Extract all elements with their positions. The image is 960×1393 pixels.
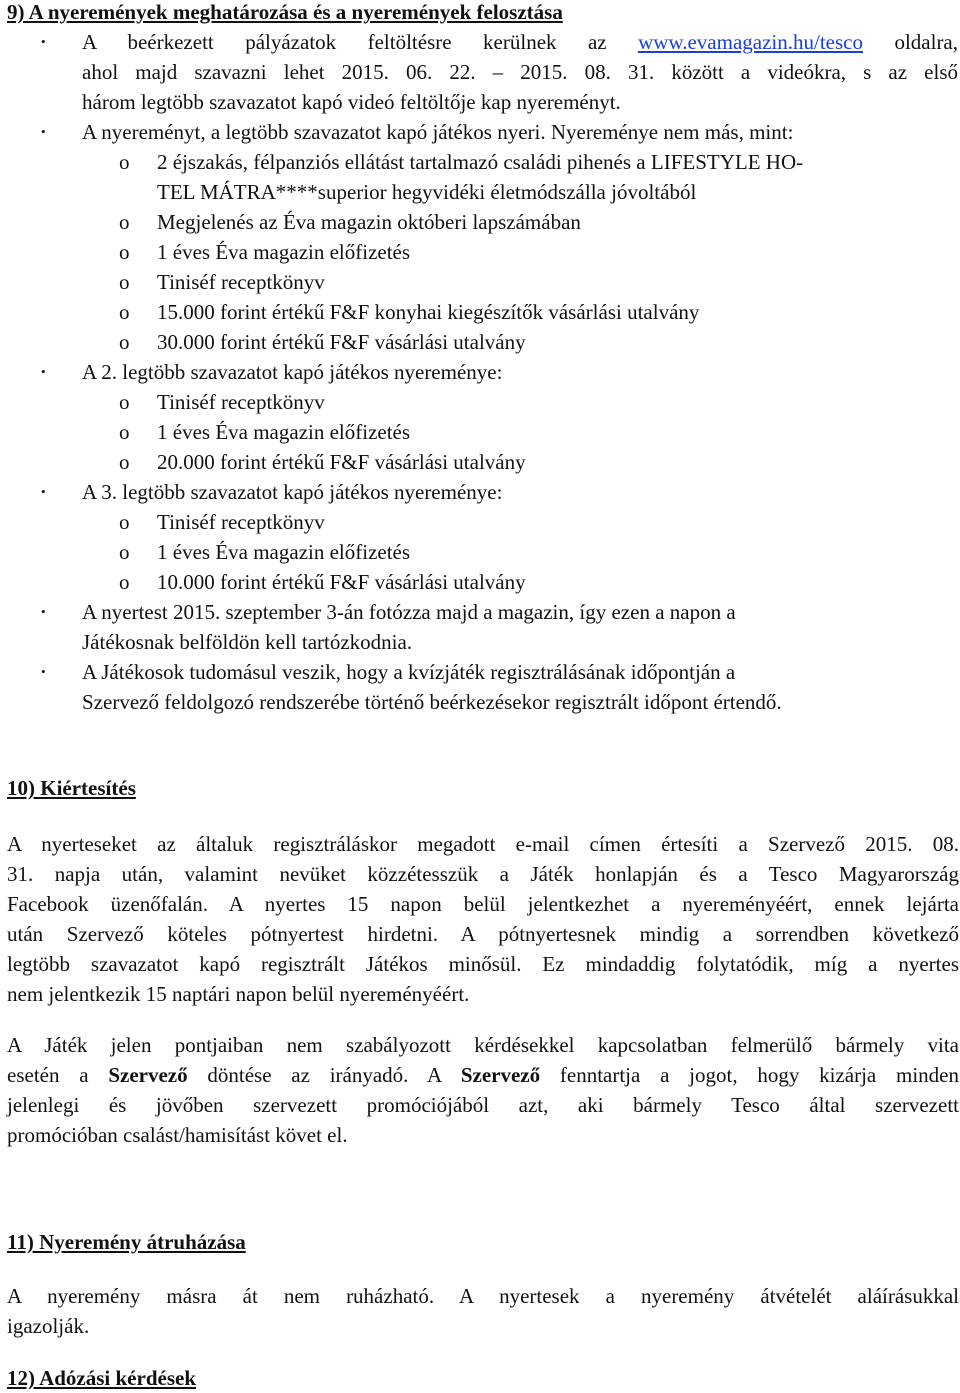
- s10-para-1-line: A nyerteseket az általuk regisztráláskor megadott e-mail címen értesíti a Szervező 2015. 08.: [7, 832, 959, 856]
- s10-para-1-line: legtöbb szavazatot kapó regisztrált Játékos minősül. Ez mindaddig folytatódik, míg a nyertes: [7, 952, 959, 976]
- s11-para-line: igazolják.: [7, 1314, 90, 1338]
- text: A beérkezett pályázatok feltöltésre kerülnek az: [82, 30, 639, 54]
- bullet-5-line-1: A nyertest 2015. szeptember 3-án fotózza majd a magazin, így ezen a napon a: [82, 600, 736, 624]
- prize-1-item: 15.000 forint értékű F&F konyhai kiegészítők vásárlási utalvány: [157, 300, 700, 324]
- sub-bullet-icon: o: [119, 390, 130, 414]
- s10-para-1-line: után Szervező köteles pótnyertest hirdetni. A pótnyertesnek mindig a sorrendben következő: [7, 922, 959, 946]
- bold-text: Szervező: [460, 1063, 541, 1087]
- section-9-heading: 9) A nyeremények meghatározása és a nyeremények felosztása: [7, 0, 563, 24]
- bullet-icon: •: [41, 34, 46, 49]
- prize-1-item: Megjelenés az Éva magazin októberi lapszámában: [157, 210, 581, 234]
- s10-para-2-line: promócióban csalást/hamisítást követ el.: [7, 1123, 348, 1147]
- prize-1-item: 1 éves Éva magazin előfizetés: [157, 240, 411, 264]
- bullet-icon: •: [41, 124, 46, 139]
- section-11-heading: 11) Nyeremény átruházása: [7, 1230, 246, 1254]
- bullet-1-line-3: három legtöbb szavazatot kapó videó feltöltője kap nyereményt.: [82, 90, 621, 114]
- prize-2-item: 1 éves Éva magazin előfizetés: [157, 420, 411, 444]
- prize-3-item: 1 éves Éva magazin előfizetés: [157, 540, 411, 564]
- s10-para-1-line: 31. napja után, valamint nevüket közzétesszük a Játék honlapján és a Tesco Magyarország: [7, 862, 959, 886]
- sub-bullet-icon: o: [119, 330, 130, 354]
- s10-para-2-line: jelenlegi és jövőben szervezett promóciójából azt, aki bármely Tesco által szervezett: [7, 1093, 959, 1117]
- sub-bullet-icon: o: [119, 210, 130, 234]
- section-12-heading: 12) Adózási kérdések: [7, 1366, 196, 1390]
- section-10-heading: 10) Kiértesítés: [7, 776, 136, 800]
- text: fenntartja a jogot, hogy kizárja minden: [540, 1063, 960, 1087]
- sub-bullet-icon: o: [119, 150, 130, 174]
- prize-1-item: Tiniséf receptkönyv: [157, 270, 325, 294]
- text: esetén a: [7, 1063, 109, 1087]
- sub-bullet-icon: o: [119, 270, 130, 294]
- evamagazin-link[interactable]: www.evamagazin.hu/tesco: [638, 30, 863, 54]
- prize-2-item: Tiniséf receptkönyv: [157, 390, 325, 414]
- bullet-1-line-1: [82, 30, 958, 54]
- s10-para-2-line: [7, 1063, 959, 1087]
- s10-para-1-line: Facebook üzenőfalán. A nyertes 15 napon belül jelentkezhet a nyereményéért, ennek lejárta: [7, 892, 959, 916]
- sub-bullet-icon: o: [119, 240, 130, 264]
- s10-para-1-line: nem jelentkezik 15 naptári napon belül nyereményéért.: [7, 982, 470, 1006]
- sub-bullet-icon: o: [119, 450, 130, 474]
- sub-bullet-icon: o: [119, 540, 130, 564]
- text: oldalra,: [862, 30, 959, 54]
- bold-text: Szervező: [108, 1063, 188, 1087]
- sub-bullet-icon: o: [119, 420, 130, 444]
- bullet-5-line-2: Játékosnak belföldön kell tartózkodnia.: [82, 630, 413, 654]
- bullet-icon: •: [41, 484, 46, 499]
- bullet-3: A 2. legtöbb szavazatot kapó játékos nyereménye:: [82, 360, 503, 384]
- sub-bullet-icon: o: [119, 570, 130, 594]
- bullet-6-line-2: Szervező feldolgozó rendszerébe történő beérkezésekor regisztrált időpont értendő.: [82, 690, 782, 714]
- bullet-2: A nyereményt, a legtöbb szavazatot kapó játékos nyeri. Nyereménye nem más, mint:: [82, 120, 794, 144]
- s10-para-2-line: A Játék jelen pontjaiban nem szabályozott kérdésekkel kapcsolatban felmerülő bármely vita: [7, 1033, 959, 1057]
- bullet-4: A 3. legtöbb szavazatot kapó játékos nyereménye:: [82, 480, 503, 504]
- prize-3-item: 10.000 forint értékű F&F vásárlási utalvány: [157, 570, 526, 594]
- text: döntése az irányadó. A: [187, 1063, 461, 1087]
- sub-bullet-icon: o: [119, 300, 130, 324]
- bullet-6-line-1: A Játékosok tudomásul veszik, hogy a kvízjáték regisztrálásának időpontján a: [82, 660, 736, 684]
- prize-3-item: Tiniséf receptkönyv: [157, 510, 325, 534]
- prize-2-item: 20.000 forint értékű F&F vásárlási utalvány: [157, 450, 526, 474]
- bullet-icon: •: [41, 604, 46, 619]
- bullet-icon: •: [41, 664, 46, 679]
- prize-1-item-cont: TEL MÁTRA****superior hegyvidéki életmódszálla jóvoltából: [157, 180, 697, 204]
- prize-1-item: 2 éjszakás, félpanziós ellátást tartalmazó családi pihenés a LIFESTYLE HO-: [157, 150, 804, 174]
- bullet-1-line-2: ahol majd szavazni lehet 2015. 06. 22. – 2015. 08. 31. között a videókra, s az első: [82, 60, 958, 84]
- sub-bullet-icon: o: [119, 510, 130, 534]
- bullet-icon: •: [41, 364, 46, 379]
- s11-para-line: A nyeremény másra át nem ruházható. A nyertesek a nyeremény átvételét aláírásukkal: [7, 1284, 959, 1308]
- prize-1-item: 30.000 forint értékű F&F vásárlási utalvány: [157, 330, 526, 354]
